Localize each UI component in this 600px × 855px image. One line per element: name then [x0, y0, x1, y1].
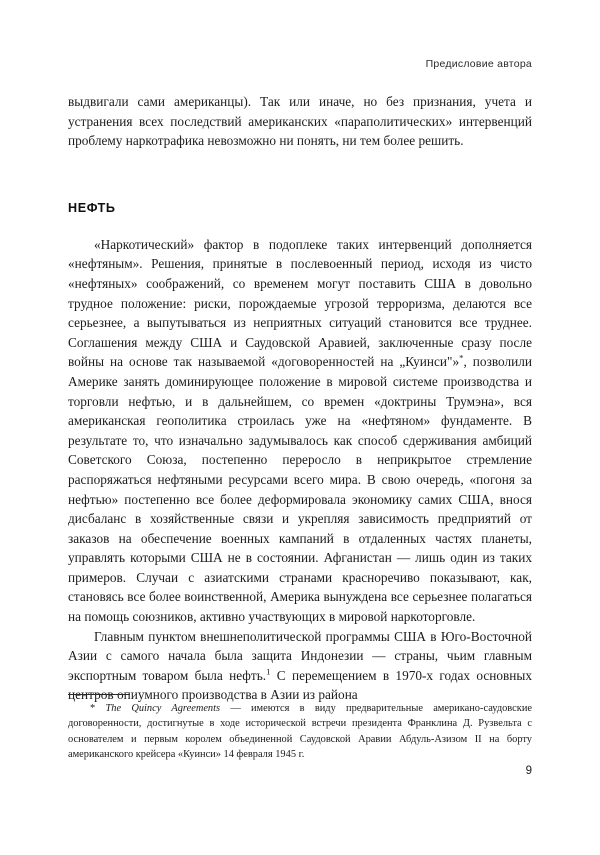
footnote-marker: * — [90, 703, 96, 714]
paragraph-indonesia-text-a: Главным пунктом внешнеполитической программы США в Юго-Восточной Азии с самого начала была защита Индонезии — страны, чьим главным экспортным товаром была нефть. — [68, 628, 532, 683]
spacer-above-heading — [68, 151, 532, 201]
footnote-title: The Quincy Agreements — [105, 703, 221, 714]
paragraph-oil-text-a: «Наркотический» фактор в подоплеке таких интервенций дополняется «нефтяным». Решения, принятые в послевоенный период, исходя из чисто «нефтяных» соображений, со временем могут поставить США в довольно трудное положение: риски, порождаемые угрозой терроризма, делаются все серьезнее, а выпутываться из неприятных ситуаций становится все труднее. Соглашения между США и Саудовской Аравией, заключенные сразу после войны на основе так называемой «договоренностей на „Куинси"» — [68, 236, 532, 370]
footnote-reference-one[interactable]: 1 — [266, 666, 271, 677]
spacer-below-heading — [68, 215, 532, 235]
paragraph-oil-text-b: , позволили Америке занять доминирующее положение в мировой системе производства и торговли нефтью, и в дальнейшем, со времен «доктрины Трумэна», вся американская геополитика строилась уже на «нефтяном» фундаменте. В результате то, что изначально задумывалось как способ сдерживания амбиций Советского Союза, постепенно переросло в неприкрытое стремление распоряжаться нефтяными ресурсами всего мира. В свою очередь, «погоня за нефтью» постепенно все более деформировала экономику самих США, внося дисбаланс в хозяйственные связи и укрепляя зависимость предприятий от заказов на обеспечение военных кампаний в отдаленных частях планеты, управлять которыми США не в состоянии. Афганистан — лишь один из таких примеров. Случаи с азиатскими странами красноречиво показывают, как, становясь все более воинственной, Америка вынуждена все серьезнее полагаться на помощь союзников, активно участвующих в мировой наркоторговле. — [68, 354, 532, 625]
section-heading-oil: НЕФТЬ — [68, 200, 116, 215]
footnote-block — [68, 694, 532, 763]
footnote-reference-asterisk[interactable]: * — [459, 352, 464, 363]
footnote-spacer — [95, 703, 105, 714]
paragraph-continued: выдвигали сами американцы). Так или иначе, но без признания, учета и устранения всех последствий американских «параполитических» интервенций проблему наркотрафика невозможно ни понять, ни тем более решить. — [68, 94, 532, 149]
page-number: 9 — [525, 765, 532, 777]
text-column — [68, 92, 532, 705]
running-head: Предисловие автора — [425, 58, 532, 70]
footnote-entry — [68, 701, 532, 763]
paragraph-oil — [68, 235, 532, 627]
footnote-separator-rule — [68, 694, 130, 695]
footnote-body: — имеются в виду предварительные американо-саудовские договоренности, достигнутые в ходе исторической встречи президента Франклина Д. Рузвельта с основателем и первым королем объединенной Саудовской Аравии Абдуль-Азизом II на борту американского крейсера «Куинси» 14 февраля 1945 г. — [68, 703, 532, 761]
paragraph-indonesia-text-b: С перемещением в 1970-х годах основных центров опиумного производства в Азии из района — [68, 667, 532, 703]
